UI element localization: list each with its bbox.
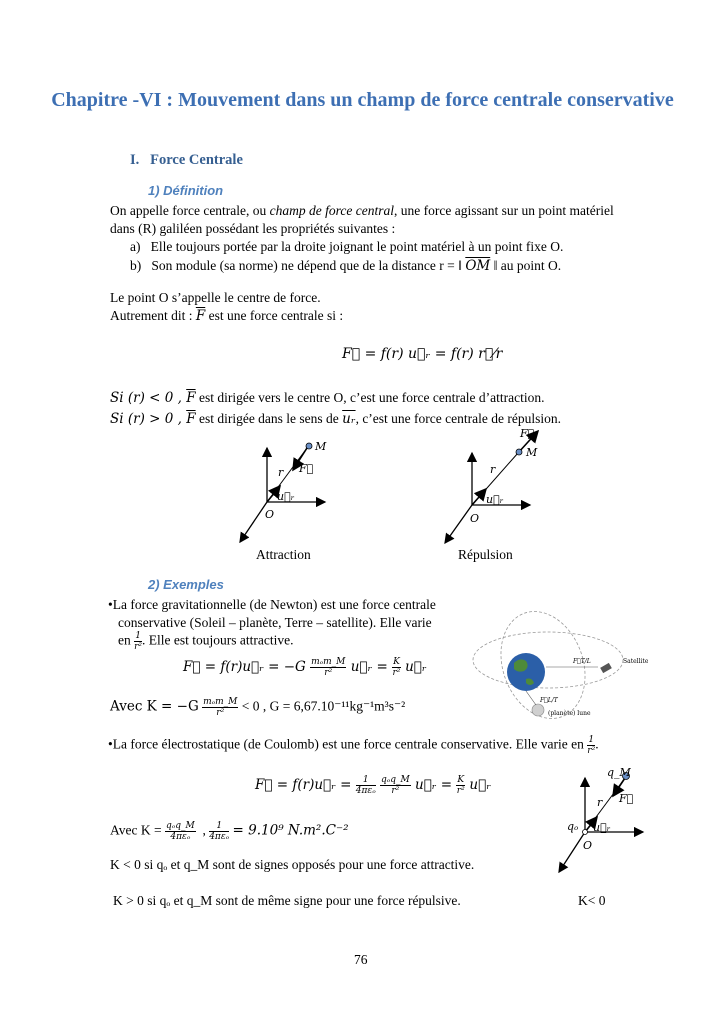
center-text: est une force centrale si : (205, 308, 344, 323)
definition-item-a (130, 239, 563, 255)
formula-part: u⃗ᵣ (405, 659, 427, 675)
axis-z (445, 505, 472, 543)
formula-part: u⃗ᵣ = (350, 659, 388, 675)
coulomb-constant: = 9.10⁹ N.m².C⁻² (232, 822, 349, 839)
point-qo (583, 830, 588, 835)
frac-den: r² (391, 786, 400, 796)
frac-num: 1 (588, 735, 595, 745)
subsection-exemples: 2) Exemples (148, 577, 224, 592)
k-negative-line: K < 0 si qₒ et q_M sont de signes opposés pour une force attractive. (110, 857, 475, 872)
label-r: r (490, 463, 496, 476)
satellite-icon (600, 663, 612, 673)
label-f: F⃗ (520, 427, 535, 440)
vector-f: $\overline{F}$ (186, 411, 196, 427)
gravity-text: en (118, 632, 135, 648)
frac-num: mₒm_M (311, 657, 346, 667)
label-ftl: F⃗T/L (573, 658, 591, 665)
label-flt: F⃗L/T (540, 697, 558, 704)
center-line-1: Le point O s’appelle le centre de force. (110, 290, 321, 305)
item-label: a) (130, 239, 141, 254)
force-line (526, 691, 536, 705)
formula-part: F⃗ = f(r)u⃗ᵣ = (255, 777, 352, 793)
definition-item-b (130, 258, 561, 274)
condition-text: , c’est une force centrale de répulsion. (355, 411, 561, 426)
item-text: Elle toujours portée par la droite joignant le point matériel à un point fixe O. (150, 239, 564, 254)
definition-text: On appelle force centrale, ou (110, 203, 270, 218)
label-f: F⃗ (299, 462, 314, 475)
attraction-diagram (225, 430, 345, 545)
gravity-text: La force gravitationnelle (de Newton) est une force centrale (112, 597, 436, 612)
gravity-avec (110, 697, 405, 718)
ur-arrow (472, 489, 486, 505)
attraction-line (110, 390, 545, 406)
vector-ur: $\overline{uᵣ}$ (342, 411, 356, 427)
frac-den: r² (392, 668, 401, 678)
vector-f: $\overline{F}$ (195, 308, 206, 324)
vector-om: $\overline{OM}$ (465, 258, 491, 274)
electro-text: . (595, 736, 599, 752)
earth-icon (507, 653, 545, 691)
axis-z (240, 502, 267, 542)
condition-text: est dirigée dans le sens de (195, 411, 343, 426)
frac-den: r² (134, 642, 143, 652)
label-m: M (526, 446, 538, 459)
gravity-line-1 (108, 597, 436, 613)
frac-den: r² (456, 786, 465, 796)
label-satellite: Satellite (623, 658, 648, 665)
label-ur: u⃗ᵣ (486, 493, 504, 506)
frac-den: r² (324, 668, 333, 678)
repulsion-caption: Répulsion (458, 547, 513, 562)
definition-italic: champ de force central (269, 203, 395, 218)
g-constant: G = 6,67.10⁻¹¹kg⁻¹m³s⁻² (269, 698, 406, 714)
avec-text: , (202, 822, 206, 838)
formula-part: u⃗ᵣ = (415, 777, 453, 793)
label-o: O (583, 839, 593, 852)
frac-num: qₒq_M (165, 821, 195, 831)
electro-line-1 (108, 735, 599, 756)
center-text: Autrement dit : (110, 308, 196, 323)
definition-line-2: dans (R) galiléen possédant les propriétés suivantes : (110, 221, 396, 236)
moon-icon (532, 704, 544, 716)
definition-line-1 (110, 203, 614, 219)
k-positive-line: K > 0 si qₒ et q_M sont de même signe pour une force répulsive. (113, 893, 461, 908)
attraction-caption: Attraction (256, 547, 311, 562)
frac-num: 1 (135, 631, 141, 641)
condition: Si (r) < 0 , (110, 390, 187, 406)
subsection-definition: 1) Définition (148, 183, 224, 198)
avec-text: Avec K = −G (110, 698, 199, 715)
frac-num: K (457, 775, 465, 785)
center-line-2 (110, 308, 343, 324)
formula-part: u⃗ᵣ (469, 777, 491, 793)
orbit-illustration (468, 605, 648, 725)
frac-num: 1 (356, 775, 376, 786)
section-title: Force Centrale (150, 152, 243, 168)
frac-num: qₒq_M (380, 775, 410, 785)
formula-central-force: F⃗ = f(r) u⃗ᵣ = f(r) r⃗⁄r (342, 346, 503, 362)
frac-num: mₒm_M (203, 697, 238, 707)
label-ur: u⃗ᵣ (277, 490, 295, 503)
frac-den: r² (587, 746, 596, 756)
formula-part: F⃗ = f(r)u⃗ᵣ = −G (183, 659, 306, 675)
bullet: • (108, 597, 113, 612)
label-r: r (278, 466, 284, 479)
axis-z (559, 832, 585, 872)
label-ur: u⃗ᵣ (593, 821, 611, 834)
label-f: F⃗ (619, 792, 634, 805)
coulomb-diagram (545, 760, 670, 880)
avec-text: Avec K = (110, 822, 162, 838)
page-title: Chapitre -VI : Mouvement dans un champ de force centrale conservative (51, 89, 674, 111)
frac-num: K (393, 657, 400, 667)
frac-den: 4πεₒ (170, 832, 191, 842)
condition-text: est dirigée vers le centre O, c’est une force centrale d’attraction. (195, 390, 545, 405)
gravity-formula (183, 657, 427, 678)
electro-avec (110, 821, 349, 842)
section-number: I. (130, 152, 140, 168)
label-o: O (470, 512, 480, 525)
label-qo: qₒ (567, 820, 579, 833)
page-number: 76 (354, 952, 368, 967)
bullet: • (108, 736, 113, 752)
orbit-ellipse (473, 632, 623, 688)
frac-den: 4πεₒ (209, 832, 230, 842)
label-o: O (265, 508, 275, 521)
label-r: r (597, 796, 603, 809)
avec-text: < 0 , (241, 698, 267, 714)
definition-text: , une force agissant sur un point matériel (394, 203, 614, 218)
k-label: K< 0 (578, 893, 606, 908)
section-heading-1 (130, 152, 243, 169)
point-m (306, 443, 312, 449)
gravity-line-3 (118, 631, 294, 652)
electro-text: La force électrostatique (de Coulomb) est une force centrale conservative. Elle varie en (112, 736, 588, 752)
frac-den: r² (216, 708, 225, 718)
electro-formula (255, 775, 491, 796)
label-qm: q_M (607, 766, 631, 779)
label-m: M (315, 440, 327, 453)
condition: Si (r) > 0 , (110, 411, 187, 427)
gravity-text: . Elle est toujours attractive. (142, 632, 294, 648)
repulsion-diagram (430, 425, 560, 545)
gravity-line-2: conservative (Soleil – planète, Terre – satellite). Elle varie (118, 615, 432, 630)
point-m (516, 449, 522, 455)
item-text: Son module (sa norme) ne dépend que de la distance r = ‖ (151, 258, 462, 273)
label-lune: (planète) lune (548, 710, 591, 717)
item-label: b) (130, 258, 142, 273)
frac-num: 1 (209, 821, 229, 832)
vector-f: $\overline{F}$ (186, 390, 196, 406)
frac-den: 4πεₒ (355, 786, 376, 796)
item-text: ‖ au point O. (493, 258, 562, 273)
